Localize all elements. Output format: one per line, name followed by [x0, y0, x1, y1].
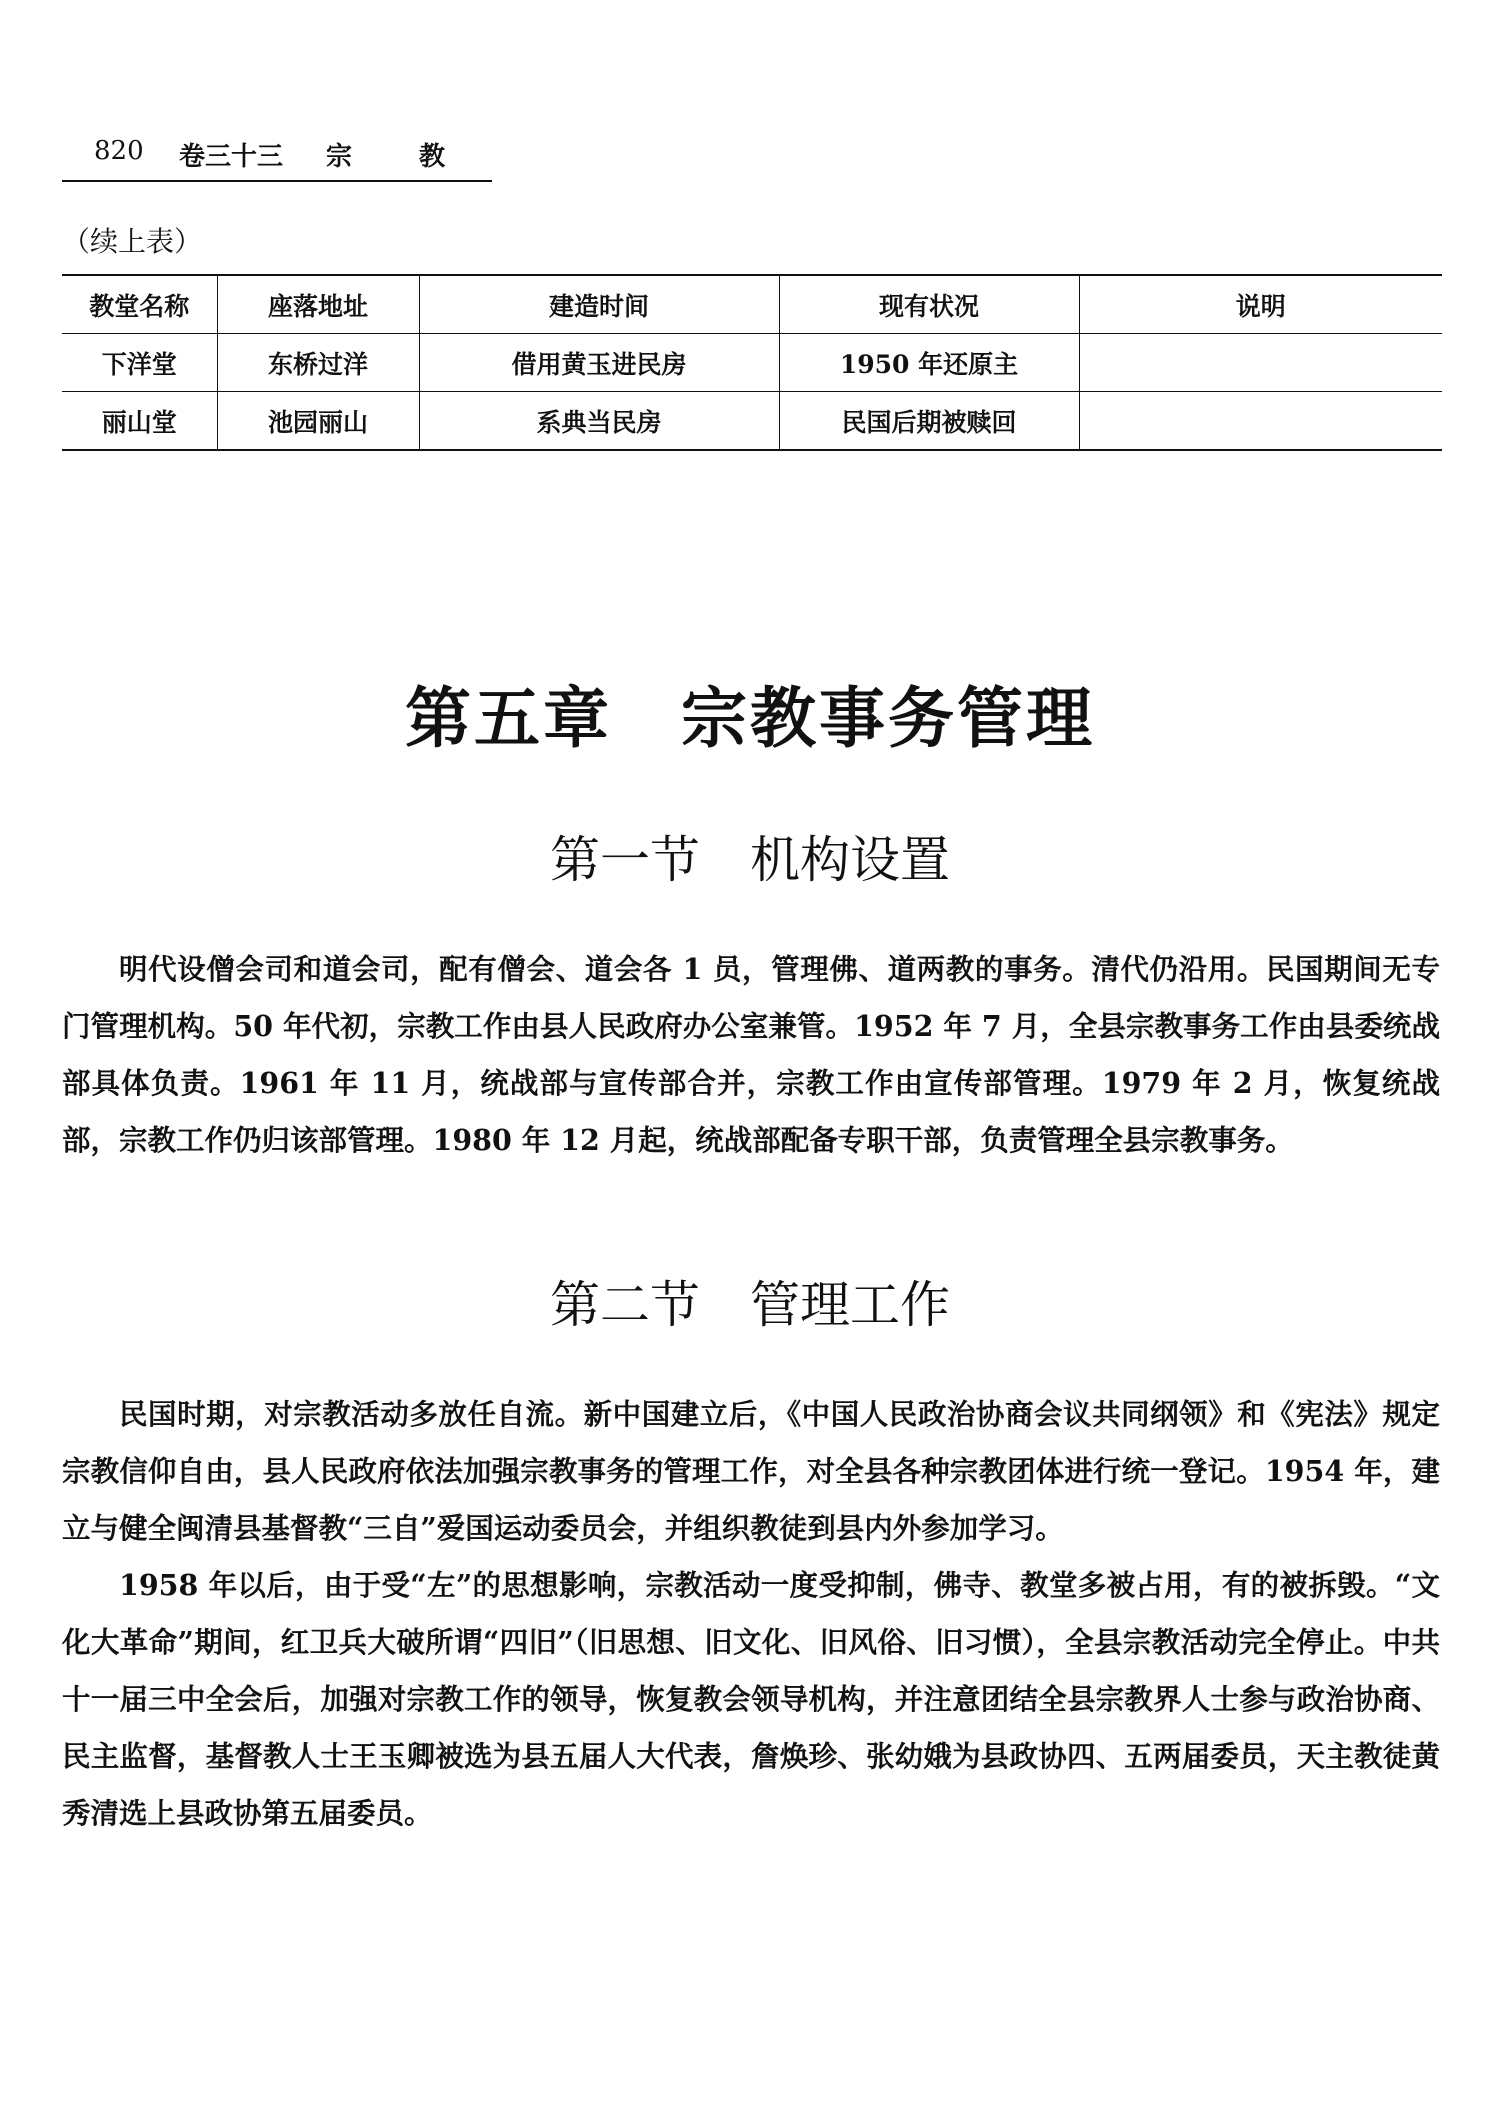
table-header-row — [62, 275, 1442, 334]
running-title-char-1: 宗 — [326, 142, 353, 172]
paragraph: 明代设僧会司和道会司，配有僧会、道会各 1 员，管理佛、道两教的事务。清代仍沿用。民国期间无专门管理机构。50 年代初，宗教工作由县人民政府办公室兼管。1952 年 7 月，全县宗教事务工作由县委统战部具体负责。1961 年 11 月，统战部与宣传部合并，宗教工作由宣传部管理。1979 年 2 月，恢复统战部，宗教工作仍归该部管理。1980 年 12 月起，统战部配备专职干部，负责管理全县宗教事务。 — [62, 952, 1440, 1157]
section-1-body — [62, 941, 1440, 1169]
paragraph: 1958 年以后，由于受“左”的思想影响，宗教活动一度受抑制，佛寺、教堂多被占用，有的被拆毁。“文化大革命”期间，红卫兵大破所谓“四旧”（旧思想、旧文化、旧风俗、旧习惯），全县宗教活动完全停止。中共十一届三中全会后，加强对宗教工作的领导，恢复教会领导机构，并注意团结全县宗教界人士参与政治协商、民主监督，基督教人士王玉卿被选为县五届人大代表，詹焕珍、张幼娥为县政协四、五两届委员，天主教徒黄秀清选上县政协第五届委员。 — [62, 1568, 1440, 1830]
table-cell: 丽山堂 — [62, 392, 217, 451]
section-2-title: 第二节 管理工作 — [550, 1276, 950, 1334]
table-cell: 民国后期被赎回 — [779, 392, 1079, 451]
running-header — [62, 128, 492, 182]
church-table — [62, 274, 1442, 451]
table-cell: 借用黄玉进民房 — [419, 334, 779, 392]
table-row — [62, 334, 1442, 392]
table-row — [62, 392, 1442, 451]
column-header: 座落地址 — [217, 275, 419, 334]
table-cell: 东桥过洋 — [217, 334, 419, 392]
chapter-title: 第五章 宗教事务管理 — [405, 679, 1095, 757]
table-cell — [1079, 392, 1442, 451]
paragraph: 民国时期，对宗教活动多放任自流。新中国建立后，《中国人民政治协商会议共同纲领》和《宪法》规定宗教信仰自由，县人民政府依法加强宗教事务的管理工作，对全县各种宗教团体进行统一登记。1954 年，建立与健全闽清县基督教“三自”爱国运动委员会，并组织教徒到县内外参加学习。 — [62, 1397, 1440, 1545]
column-header: 说明 — [1079, 275, 1442, 334]
volume-label: 卷三十三 — [179, 142, 284, 172]
section-1-title: 第一节 机构设置 — [550, 831, 950, 889]
continued-label: （续上表） — [62, 225, 203, 258]
column-header: 建造时间 — [419, 275, 779, 334]
running-title-char-2: 教 — [419, 142, 446, 172]
page-number: 820 — [94, 136, 144, 166]
column-header: 教堂名称 — [62, 275, 217, 334]
table-cell: 系典当民房 — [419, 392, 779, 451]
table-cell: 下洋堂 — [62, 334, 217, 392]
table-cell: 1950 年还原主 — [779, 334, 1079, 392]
table-cell — [1079, 334, 1442, 392]
section-2-body — [62, 1386, 1440, 1842]
table-cell: 池园丽山 — [217, 392, 419, 451]
column-header: 现有状况 — [779, 275, 1079, 334]
